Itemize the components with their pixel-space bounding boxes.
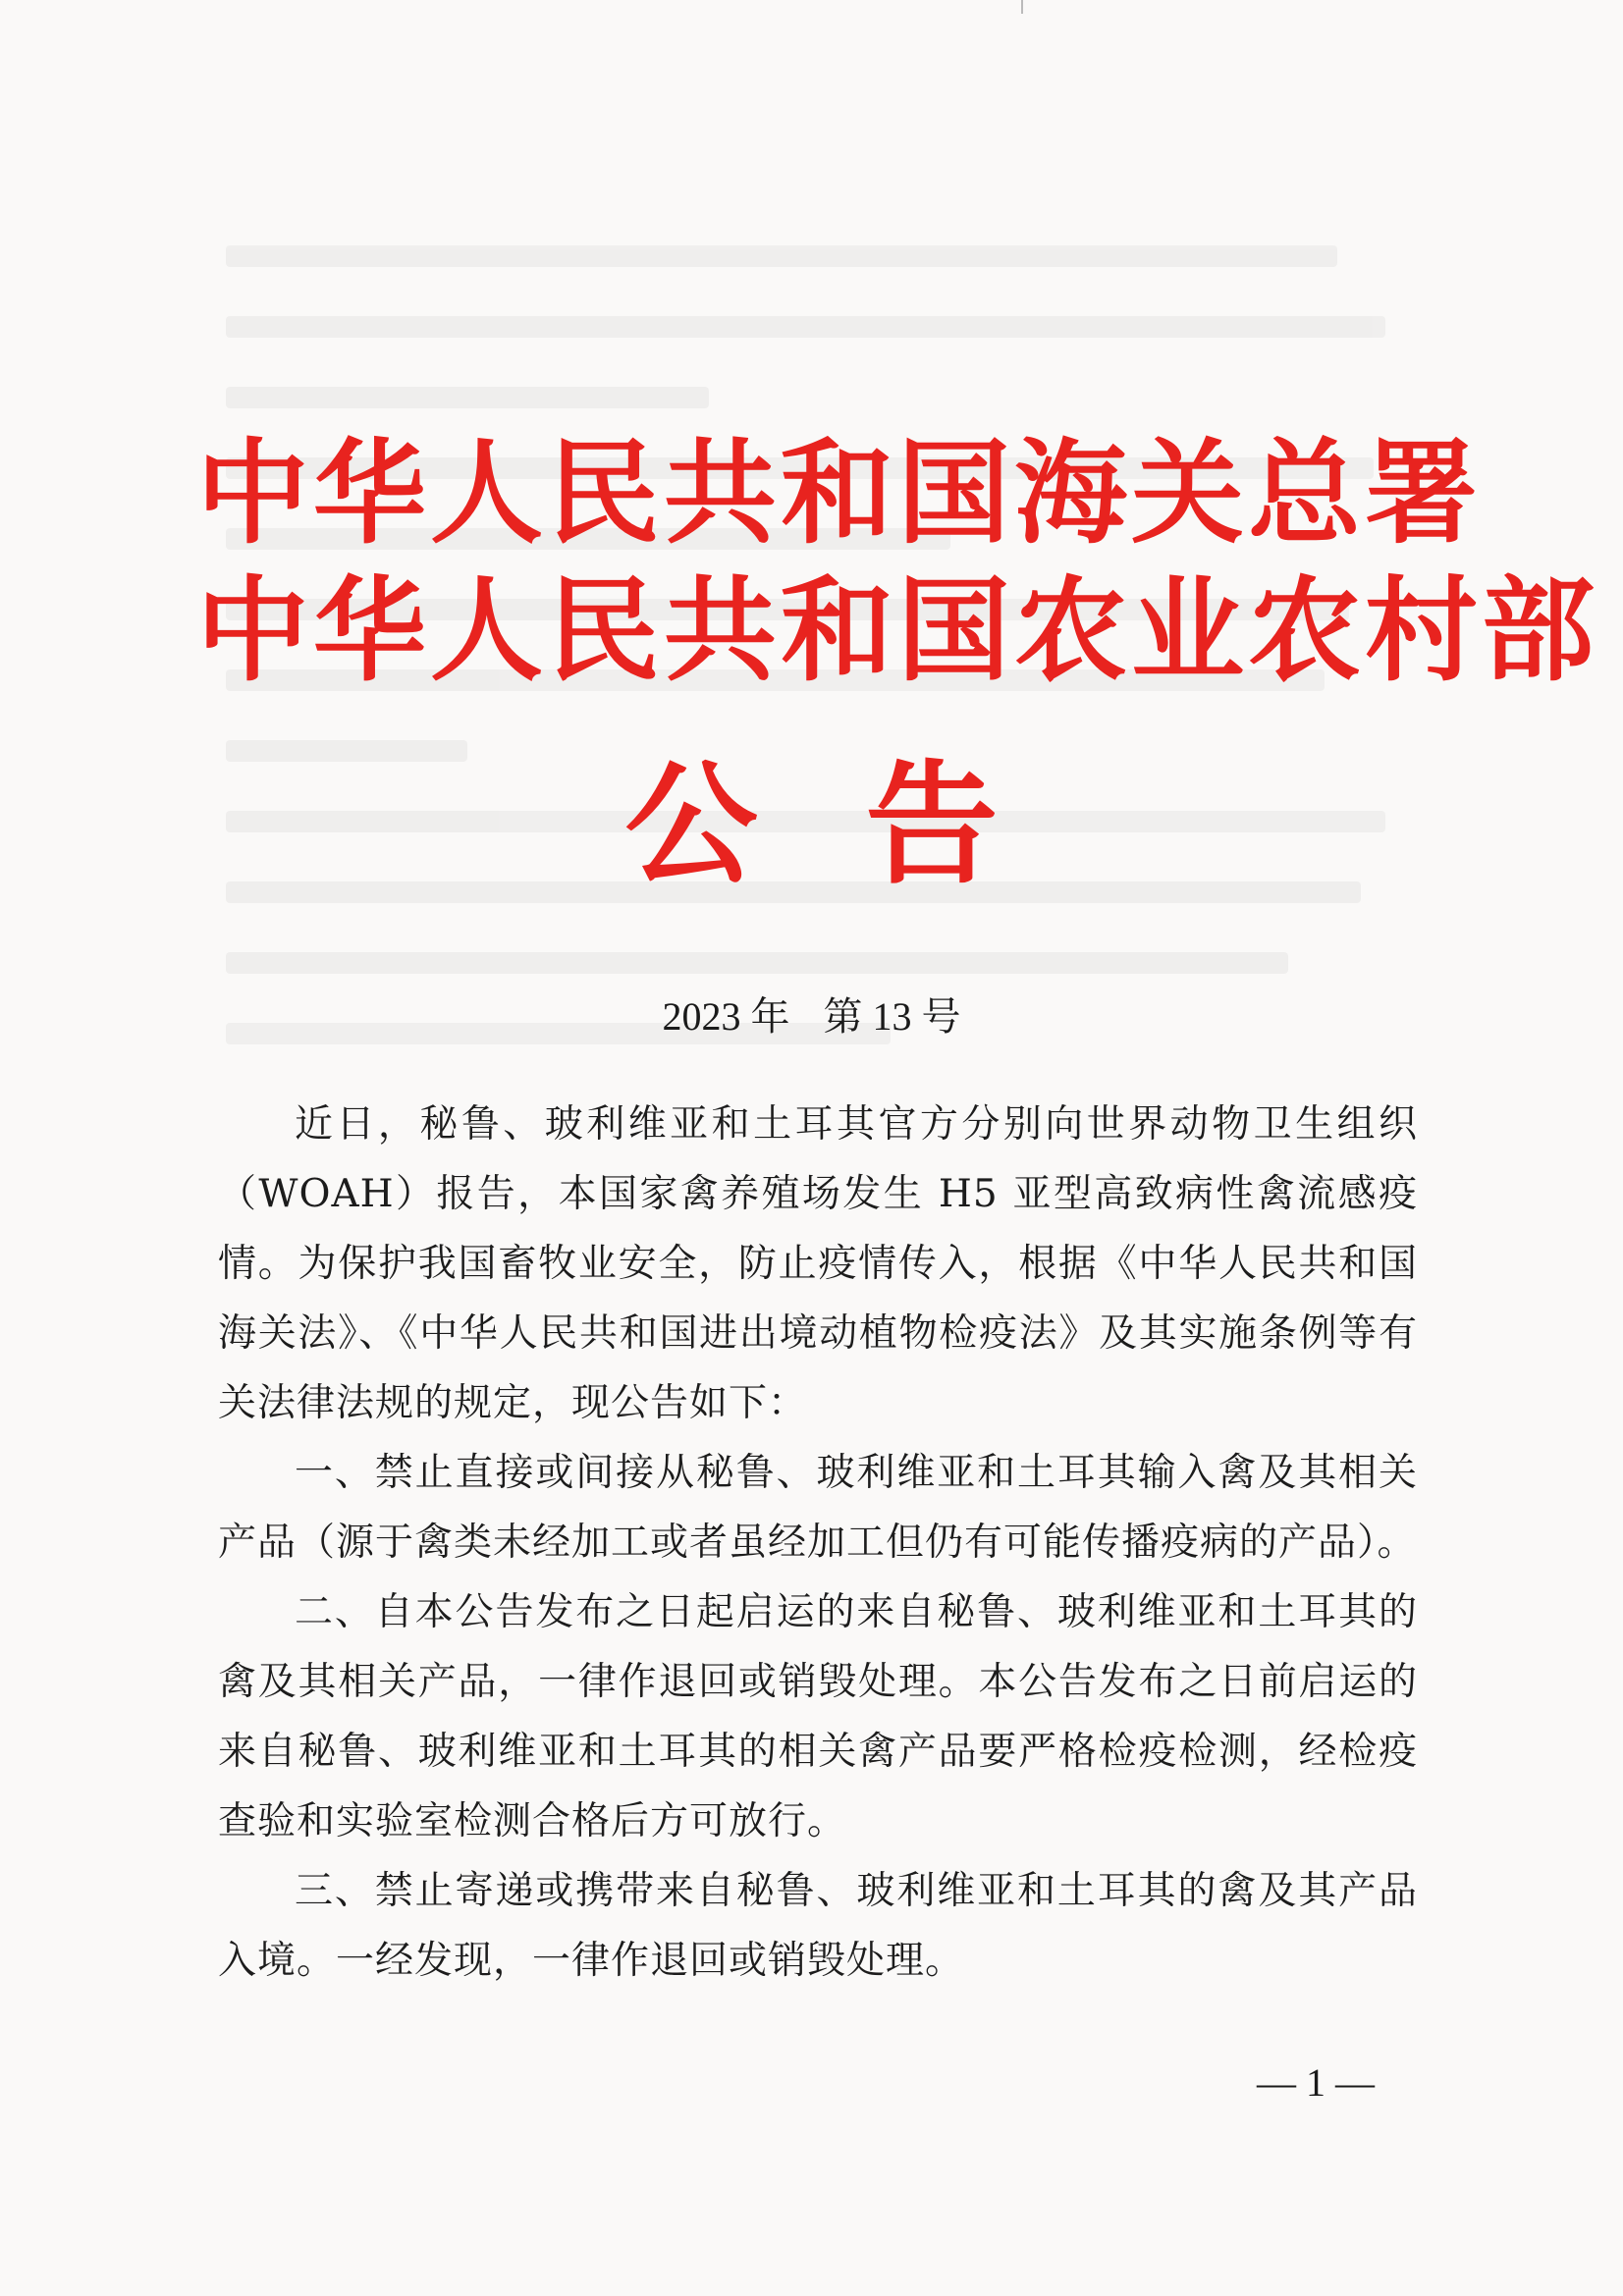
issuer-customs: 中华人民共和国海关总署 [196, 427, 1483, 560]
document-number [196, 989, 1427, 1044]
clause-3: 三、禁止寄递或携带来自秘鲁、玻利维亚和土耳其的禽及其产品入境。一经发现，一律作退回或销毁处理。 [218, 1869, 1418, 1983]
clause-2: 二、自本公告发布之日起启运的来自秘鲁、玻利维亚和土耳其的禽及其相关产品，一律作退回或销毁处理。本公告发布之日前启运的来自秘鲁、玻利维亚和土耳其的相关禽产品要严格检疫检测，经检疫查验和实验室检测合格后方可放行。 [218, 1590, 1418, 1843]
intro-paragraph: 近日，秘鲁、玻利维亚和土耳其官方分别向世界动物卫生组织（WOAH）报告，本国家禽养殖场发生 H5 亚型高致病性禽流感疫情。为保护我国畜牧业安全，防止疫情传入，根据《中华人民共和国海关法》、《中华人民共和国进出境动植物检疫法》及其实施条例等有关法律法规的规定，现公告如下： [218, 1102, 1418, 1425]
document-year: 2023 年 [662, 994, 790, 1039]
page-number: — 1 — [1257, 2060, 1375, 2105]
clause-1: 一、禁止直接或间接从秘鲁、玻利维亚和土耳其输入禽及其相关产品（源于禽类未经加工或者虽经加工但仍有可能传播疫病的产品）。 [218, 1451, 1418, 1565]
document-type-title: 公告 [624, 746, 1107, 902]
scan-mark [1021, 0, 1023, 14]
issuer-agriculture: 中华人民共和国农业农村部 [196, 564, 1599, 697]
announcement-body [218, 1090, 1418, 1996]
document-serial: 第 13 号 [823, 994, 961, 1039]
